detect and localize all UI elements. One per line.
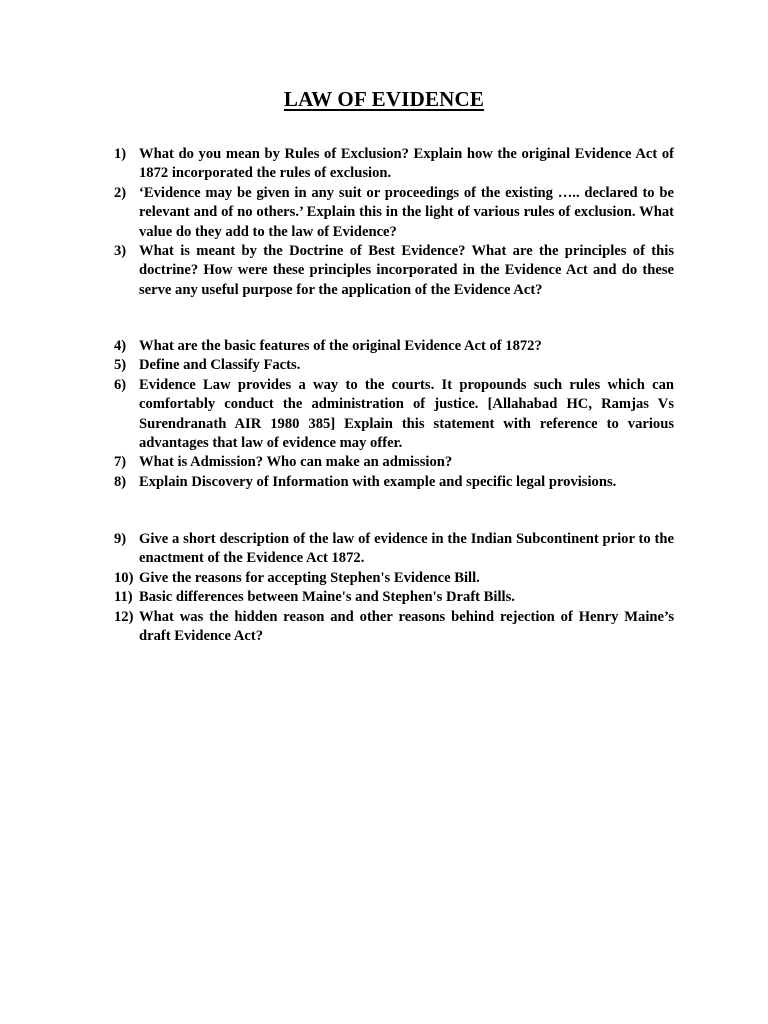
question-number: 2) <box>114 184 127 201</box>
question-text: What is meant by the Doctrine of Best Evidence? What are the principles of this doctrine? How were these principles incorporated in the Evidence Act and do these serve any useful purpose for the application of the Evidence Act? <box>139 243 674 298</box>
question-number: 6) <box>114 376 127 393</box>
question-number: 5) <box>114 357 127 374</box>
question-item <box>114 376 674 454</box>
question-item <box>114 588 674 607</box>
question-number: 9) <box>114 531 127 547</box>
question-number: 7) <box>114 454 127 471</box>
question-item <box>114 337 674 356</box>
question-text: ‘Evidence may be given in any suit or proceedings of the existing ….. declared to be relevant and of no others.’ Explain this in the light of various rules of exclusion. What value do they add to the law of Evidence? <box>139 184 674 240</box>
question-text: Basic differences between Maine's and Stephen's Draft Bills. <box>139 589 515 606</box>
question-text: Define and Classify Facts. <box>139 357 301 374</box>
question-number: 3) <box>114 243 127 260</box>
question-text: What is Admission? Who can make an admission? <box>139 454 453 471</box>
question-text: Evidence Law provides a way to the courts. It propounds such rules which can comfortably conduct the administration of justice. [Allahabad HC, Ramjas Vs Surendranath AIR 1980 385] Explain this statement with reference to various advantages that law of evidence may offer. <box>139 376 674 452</box>
question-number: 10) <box>114 569 134 586</box>
question-group-1 <box>114 145 674 300</box>
question-number: 4) <box>114 338 127 354</box>
question-item <box>114 242 674 300</box>
question-item <box>114 608 674 647</box>
question-item <box>114 453 674 472</box>
question-number: 11) <box>114 589 133 606</box>
question-text: What are the basic features of the original Evidence Act of 1872? <box>139 338 542 354</box>
question-group-2 <box>114 337 674 492</box>
question-item <box>114 569 674 588</box>
question-text: What was the hidden reason and other reasons behind rejection of Henry Maine’s draft Evidence Act? <box>139 608 674 645</box>
question-text: What do you mean by Rules of Exclusion? Explain how the original Evidence Act of 1872 incorporated the rules of exclusion. <box>139 146 674 182</box>
question-text: Give the reasons for accepting Stephen's Evidence Bill. <box>139 569 480 586</box>
question-text: Give a short description of the law of evidence in the Indian Subcontinent prior to the enactment of the Evidence Act 1872. <box>139 531 674 567</box>
question-group-3 <box>114 530 674 646</box>
question-number: 1) <box>114 146 127 162</box>
question-number: 8) <box>114 473 127 490</box>
question-item <box>114 184 674 242</box>
question-number: 12) <box>114 608 134 625</box>
page-title: LAW OF EVIDENCE <box>283 87 485 111</box>
question-item <box>114 530 674 569</box>
question-item <box>114 145 674 184</box>
question-item <box>114 356 674 375</box>
question-text: Explain Discovery of Information with example and specific legal provisions. <box>139 473 617 490</box>
question-item <box>114 473 674 492</box>
